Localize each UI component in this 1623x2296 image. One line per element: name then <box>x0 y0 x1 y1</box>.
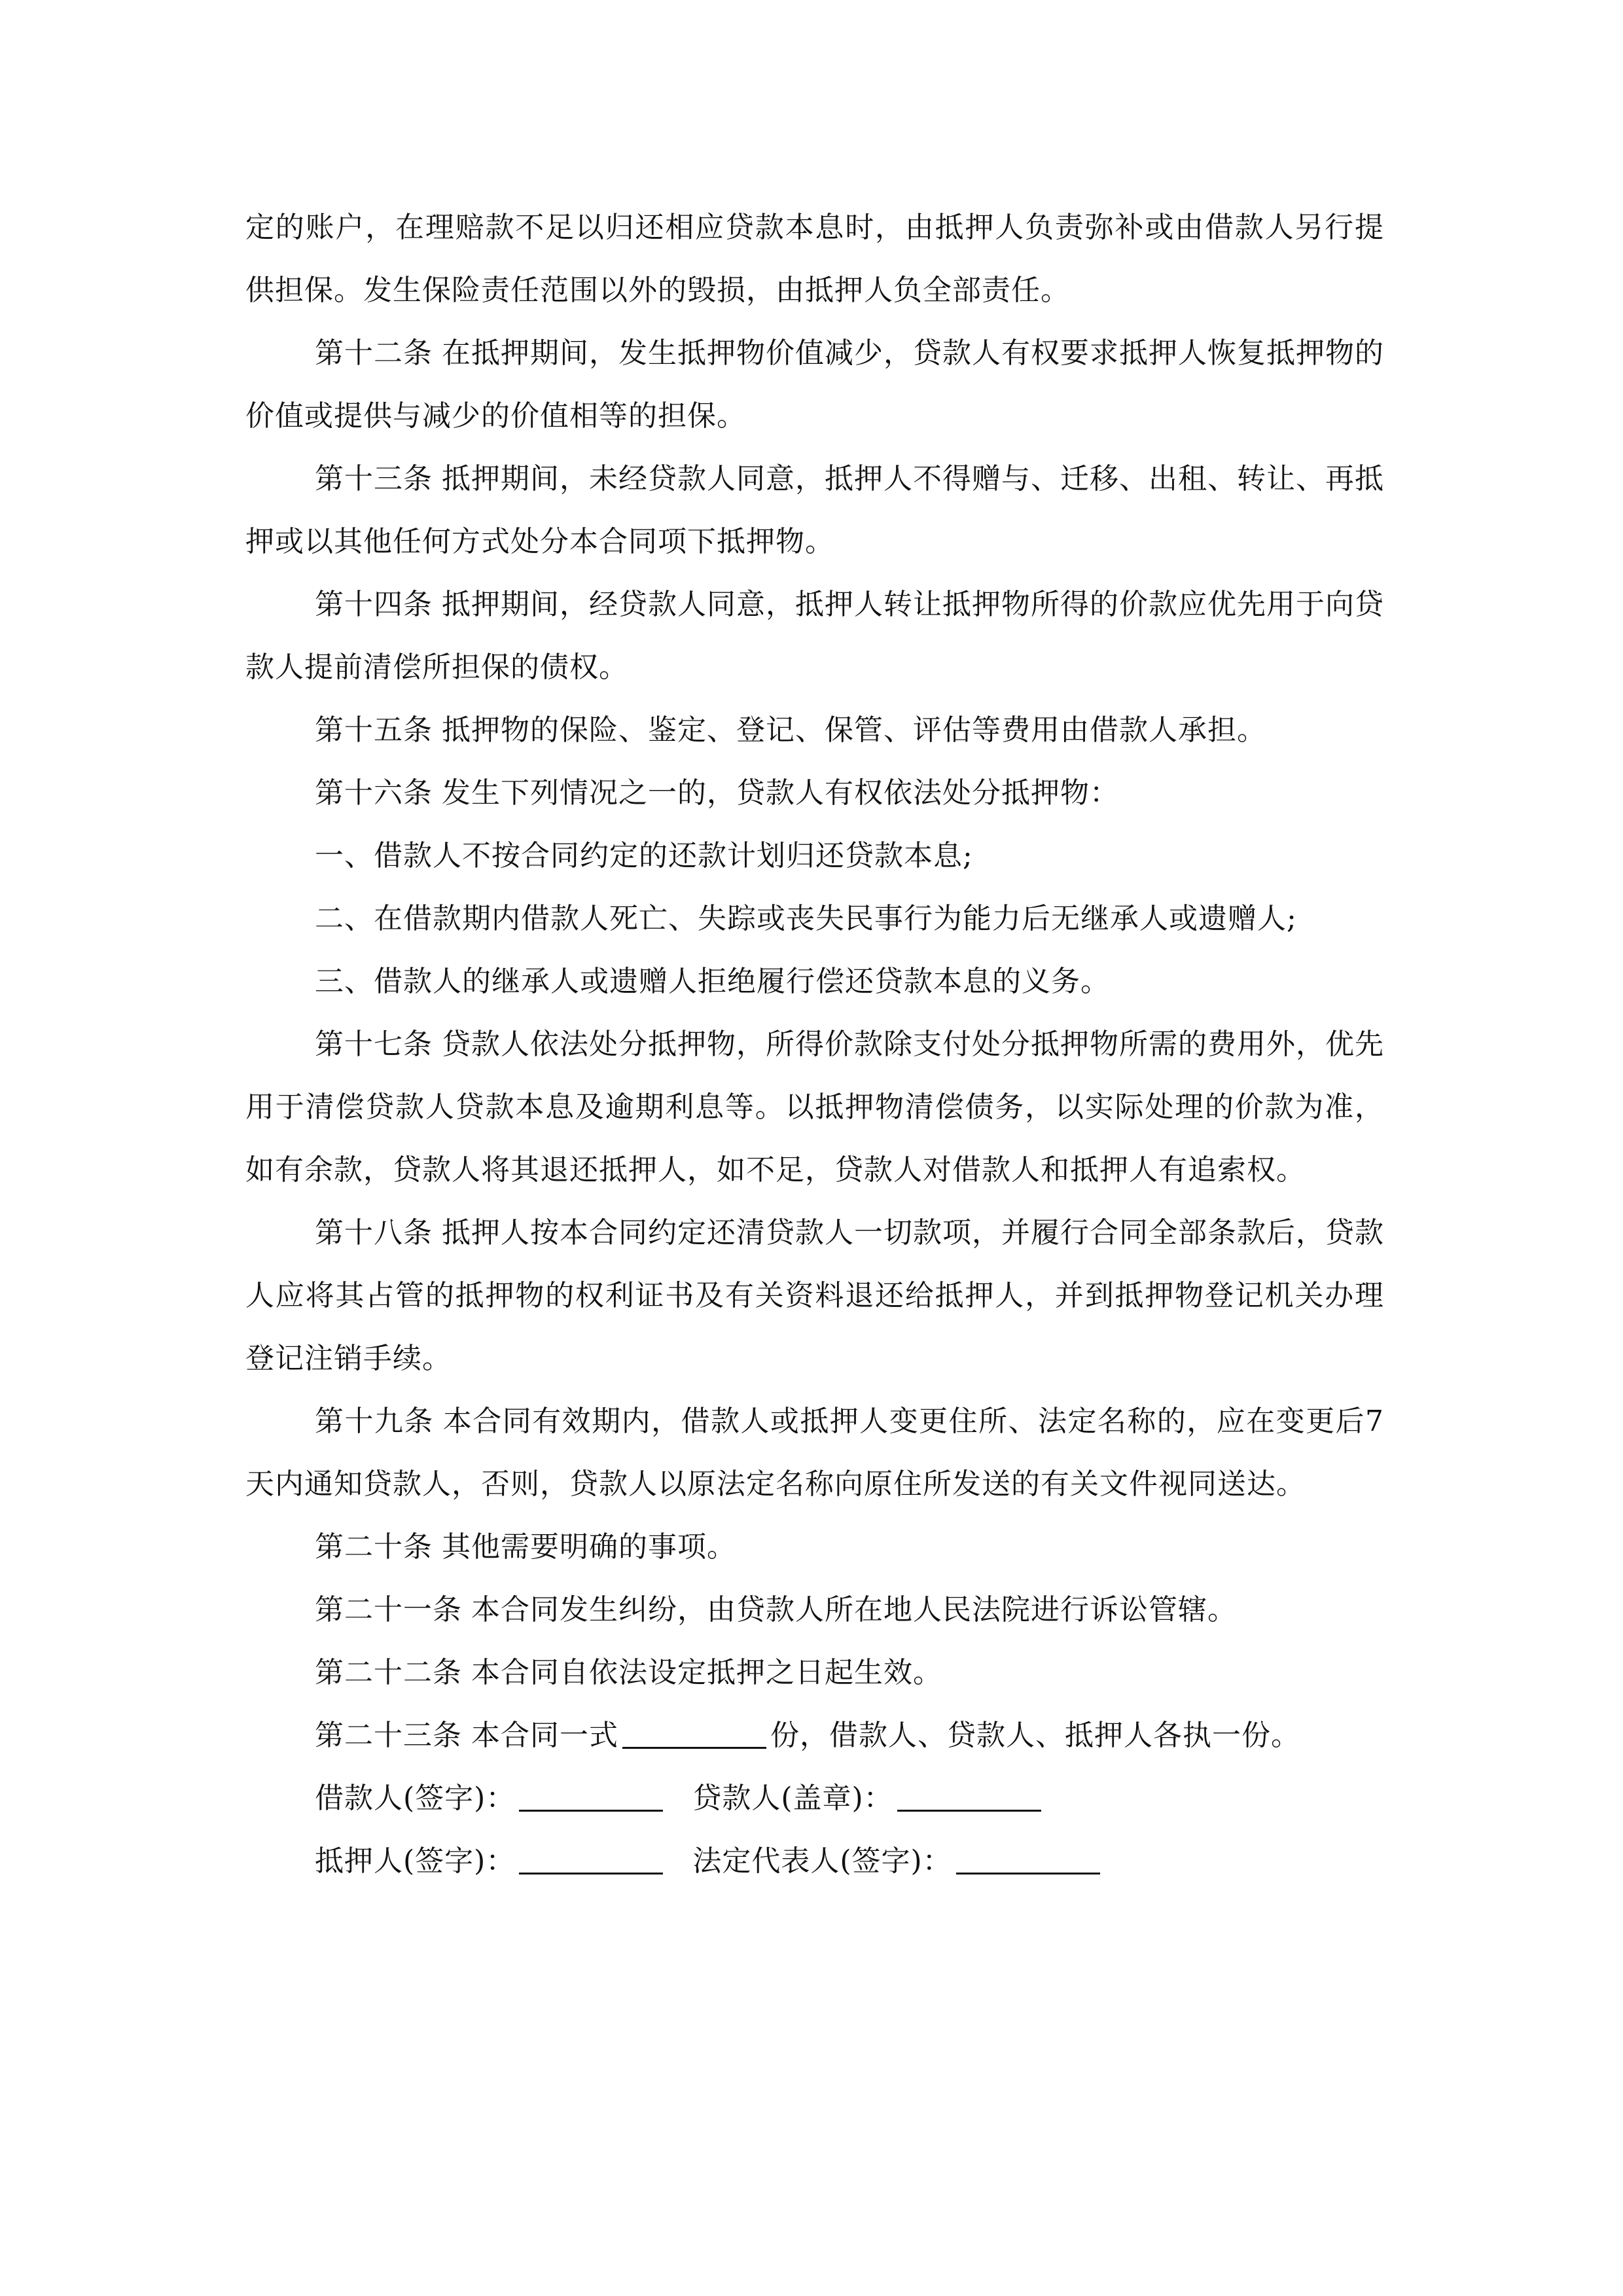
article-text: 抵押期间，经贷款人同意，抵押人转让抵押物所得的价款应优先用于向贷款人提前清偿所担保的债权。 <box>245 588 1384 684</box>
article-text: 抵押物的保险、鉴定、登记、保管、评估等费用由借款人承担。 <box>442 713 1266 747</box>
borrower-signature-label: 借款人(签字)： <box>315 1782 516 1815</box>
signature-row-1 <box>245 1767 1384 1830</box>
article-number: 第十九条 <box>315 1405 434 1438</box>
lender-seal-label: 贷款人(盖章)： <box>692 1782 893 1815</box>
article-19 <box>245 1390 1384 1516</box>
list-item-3: 三、借款人的继承人或遗赠人拒绝履行偿还贷款本息的义务。 <box>315 965 1110 998</box>
article-16 <box>245 762 1384 825</box>
article-number: 第十五条 <box>315 713 433 747</box>
article-22 <box>245 1641 1384 1704</box>
mortgagor-signature-blank[interactable] <box>519 1844 663 1874</box>
legal-rep-signature-label: 法定代表人(签字)： <box>692 1844 952 1878</box>
article-20 <box>245 1516 1384 1579</box>
article-text-after: 份，借款人、贷款人、抵押人各执一份。 <box>770 1719 1300 1752</box>
article-text: 其他需要明确的事项。 <box>442 1530 736 1564</box>
article-number: 第十二条 <box>315 336 433 370</box>
article-17 <box>245 1013 1384 1202</box>
list-item-1: 一、借款人不按合同约定的还款计划归还贷款本息; <box>315 839 973 872</box>
article-text: 发生下列情况之一的，贷款人有权依法处分抵押物： <box>442 776 1119 810</box>
article-text: 本合同自依法设定抵押之日起生效。 <box>471 1656 942 1689</box>
article-23 <box>245 1704 1384 1767</box>
continuation-paragraph: 定的账户，在理赔款不足以归还相应贷款本息时，由抵押人负责弥补或由借款人另行提供担保。发生保险责任范围以外的毁损，由抵押人负全部责任。 <box>245 211 1384 307</box>
article-text: 抵押人按本合同约定还清贷款人一切款项，并履行合同全部条款后，贷款人应将其占管的抵押物的权利证书及有关资料退还给抵押人，并到抵押物登记机关办理登记注销手续。 <box>245 1216 1384 1375</box>
lender-seal-blank[interactable] <box>897 1781 1041 1812</box>
article-number: 第十三条 <box>315 462 433 495</box>
article-21 <box>245 1579 1384 1641</box>
article-text: 本合同有效期内，借款人或抵押人变更住所、法定名称的，应在变更后7天内通知贷款人，否则，贷款人以原法定名称向原住所发送的有关文件视同送达。 <box>245 1405 1385 1501</box>
article-15 <box>245 699 1384 762</box>
article-number: 第十八条 <box>315 1216 433 1249</box>
article-12 <box>245 322 1384 448</box>
article-13 <box>245 448 1384 573</box>
article-text: 本合同发生纠纷，由贷款人所在地人民法院进行诉讼管辖。 <box>471 1593 1237 1626</box>
document-page <box>245 196 1384 1893</box>
article-number: 第十四条 <box>315 588 433 621</box>
article-number: 第二十二条 <box>315 1656 462 1689</box>
article-text: 贷款人依法处分抵押物，所得价款除支付处分抵押物所需的费用外，优先用于清偿贷款人贷款本息及逾期利息等。以抵押物清偿债务，以实际处理的价款为准，如有余款，贷款人将其退还抵押人，如不足，贷款人对借款人和抵押人有追索权。 <box>245 1028 1384 1187</box>
mortgagor-signature-label: 抵押人(签字)： <box>315 1844 516 1878</box>
borrower-signature-blank[interactable] <box>519 1781 663 1812</box>
legal-rep-signature-blank[interactable] <box>956 1844 1100 1874</box>
article-14 <box>245 573 1384 699</box>
article-number: 第二十条 <box>315 1530 433 1564</box>
article-18 <box>245 1202 1384 1390</box>
article-number: 第二十一条 <box>315 1593 462 1626</box>
article-number: 第十六条 <box>315 776 433 810</box>
list-item-2: 二、在借款期内借款人死亡、失踪或丧失民事行为能力后无继承人或遗赠人; <box>315 902 1297 935</box>
signature-row-2 <box>245 1830 1384 1893</box>
article-number: 第十七条 <box>315 1028 433 1061</box>
article-text: 在抵押期间，发生抵押物价值减少，贷款人有权要求抵押人恢复抵押物的价值或提供与减少的价值相等的担保。 <box>245 336 1384 433</box>
article-text-before: 本合同一式 <box>471 1719 618 1752</box>
article-text: 抵押期间，未经贷款人同意，抵押人不得赠与、迁移、出租、转让、再抵押或以其他任何方式处分本合同项下抵押物。 <box>245 462 1384 558</box>
article-number: 第二十三条 <box>315 1719 462 1752</box>
copies-blank-field[interactable] <box>622 1718 766 1749</box>
